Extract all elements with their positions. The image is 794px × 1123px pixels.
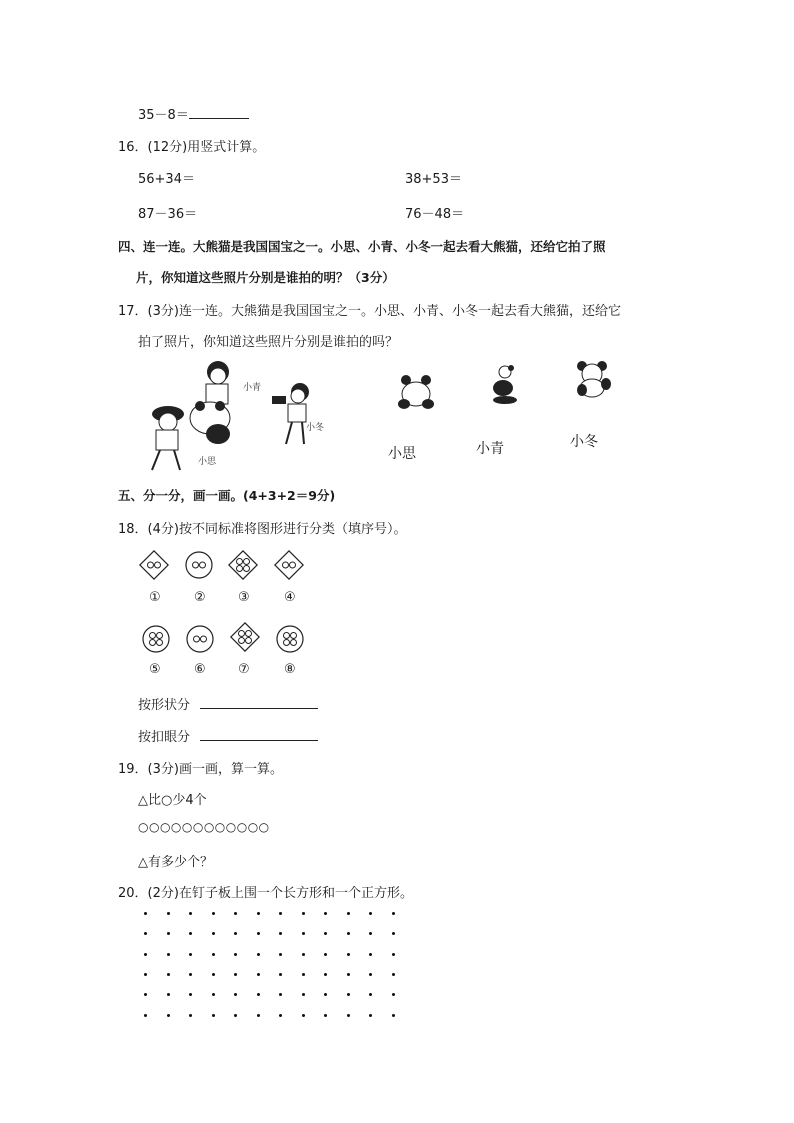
peg-dot[interactable] <box>212 993 215 996</box>
button-label-6: ⑥ <box>194 662 206 677</box>
button-label-8: ⑧ <box>284 662 296 677</box>
answer-blank[interactable] <box>189 106 249 119</box>
peg-dot[interactable] <box>144 932 147 935</box>
peg-dot[interactable] <box>144 993 147 996</box>
peg-dot[interactable] <box>257 932 260 935</box>
q16-item-2: 38+53＝ <box>405 172 462 187</box>
peg-dot[interactable] <box>369 973 372 976</box>
peg-dot[interactable] <box>257 1014 260 1017</box>
peg-dot[interactable] <box>257 953 260 956</box>
tag-xiaoqing: 小青 <box>243 383 262 393</box>
q20-header: 20．(2分)在钉子板上围一个长方形和一个正方形。 <box>118 886 413 901</box>
peg-dot[interactable] <box>392 973 395 976</box>
peg-dot[interactable] <box>167 1014 170 1017</box>
button-label-7: ⑦ <box>238 662 250 677</box>
section5-title: 五、分一分，画一画。(4+3+2＝9分) <box>118 488 336 503</box>
peg-dot[interactable] <box>279 973 282 976</box>
peg-dot[interactable] <box>167 973 170 976</box>
peg-dot[interactable] <box>392 932 395 935</box>
section4-line2: 片，你知道这些照片分别是谁拍的明？（3分） <box>136 270 395 285</box>
peg-dot[interactable] <box>324 973 327 976</box>
button-shape-2 <box>183 549 215 581</box>
peg-dot[interactable] <box>302 912 305 915</box>
button-label-5: ⑤ <box>149 662 161 677</box>
peg-dot[interactable] <box>302 1014 305 1017</box>
peg-dot[interactable] <box>347 973 350 976</box>
peg-dot[interactable] <box>369 993 372 996</box>
button-label-2: ② <box>194 590 206 605</box>
peg-dot[interactable] <box>324 1014 327 1017</box>
name-xiaosi[interactable]: 小思 <box>388 446 416 462</box>
peg-dot[interactable] <box>234 973 237 976</box>
q16-item-1: 56+34＝ <box>138 172 195 187</box>
panda-photo-1[interactable] <box>394 372 438 412</box>
peg-dot[interactable] <box>144 973 147 976</box>
peg-dot[interactable] <box>369 912 372 915</box>
peg-dot[interactable] <box>144 1014 147 1017</box>
peg-dot[interactable] <box>324 912 327 915</box>
classify-by-holes: 按扣眼分 <box>138 726 318 745</box>
peg-dot[interactable] <box>347 1014 350 1017</box>
peg-dot[interactable] <box>234 932 237 935</box>
pegboard[interactable] <box>144 912 404 1024</box>
peg-dot[interactable] <box>347 993 350 996</box>
button-label-4: ④ <box>284 590 296 605</box>
peg-dot[interactable] <box>212 1014 215 1017</box>
peg-dot[interactable] <box>189 993 192 996</box>
peg-dot[interactable] <box>167 912 170 915</box>
peg-dot[interactable] <box>234 993 237 996</box>
peg-dot[interactable] <box>144 912 147 915</box>
peg-dot[interactable] <box>189 973 192 976</box>
classify-by-shape: 按形状分 <box>138 694 318 713</box>
peg-dot[interactable] <box>369 953 372 956</box>
peg-dot[interactable] <box>257 912 260 915</box>
button-shape-3 <box>227 549 259 581</box>
peg-dot[interactable] <box>212 973 215 976</box>
q16-header: 16．(12分)用竖式计算。 <box>118 140 266 155</box>
peg-dot[interactable] <box>144 953 147 956</box>
peg-dot[interactable] <box>392 993 395 996</box>
peg-dot[interactable] <box>167 953 170 956</box>
q19-circles: ○○○○○○○○○○○○ <box>138 820 270 834</box>
button-shape-1 <box>138 549 170 581</box>
button-shape-8 <box>274 623 306 655</box>
answer-blank[interactable] <box>200 728 318 741</box>
peg-dot[interactable] <box>324 993 327 996</box>
peg-dot[interactable] <box>302 953 305 956</box>
peg-dot[interactable] <box>279 912 282 915</box>
peg-dot[interactable] <box>392 912 395 915</box>
q18-header: 18．(4分)按不同标准将图形进行分类（填序号）。 <box>118 522 407 537</box>
peg-dot[interactable] <box>347 912 350 915</box>
peg-dot[interactable] <box>234 912 237 915</box>
q16-item-4: 76－48＝ <box>405 207 465 222</box>
peg-dot[interactable] <box>234 953 237 956</box>
peg-dot[interactable] <box>212 953 215 956</box>
peg-dot[interactable] <box>212 932 215 935</box>
button-shape-4 <box>273 549 305 581</box>
button-shape-7 <box>229 621 261 653</box>
button-shape-5 <box>140 623 172 655</box>
peg-dot[interactable] <box>324 932 327 935</box>
peg-dot[interactable] <box>324 953 327 956</box>
q19-line3: △有多少个？ <box>138 855 213 870</box>
q15-expression: 35－8＝ <box>138 104 249 123</box>
peg-dot[interactable] <box>302 932 305 935</box>
peg-dot[interactable] <box>189 912 192 915</box>
peg-dot[interactable] <box>189 1014 192 1017</box>
answer-blank[interactable] <box>200 696 318 709</box>
peg-dot[interactable] <box>369 932 372 935</box>
peg-dot[interactable] <box>167 932 170 935</box>
name-xiaoqing[interactable]: 小青 <box>476 441 504 457</box>
peg-dot[interactable] <box>302 973 305 976</box>
peg-dot[interactable] <box>279 932 282 935</box>
tag-xiaodong: 小冬 <box>306 423 325 433</box>
button-shape-6 <box>184 623 216 655</box>
peg-dot[interactable] <box>279 1014 282 1017</box>
peg-dot[interactable] <box>234 1014 237 1017</box>
peg-dot[interactable] <box>189 932 192 935</box>
button-label-1: ① <box>149 590 161 605</box>
peg-dot[interactable] <box>257 993 260 996</box>
peg-dot[interactable] <box>189 953 192 956</box>
button-label-3: ③ <box>238 590 250 605</box>
peg-dot[interactable] <box>369 1014 372 1017</box>
children-photographing-illustration <box>138 358 348 473</box>
q19-line1: △比○少4个 <box>138 793 207 808</box>
q17-line2: 拍了照片，你知道这些照片分别是谁拍的吗？ <box>138 335 399 350</box>
panda-photo-2[interactable] <box>485 362 525 406</box>
peg-dot[interactable] <box>279 953 282 956</box>
peg-dot[interactable] <box>392 953 395 956</box>
name-xiaodong[interactable]: 小冬 <box>570 434 598 450</box>
peg-dot[interactable] <box>347 932 350 935</box>
peg-dot[interactable] <box>167 993 170 996</box>
peg-dot[interactable] <box>392 1014 395 1017</box>
peg-dot[interactable] <box>279 993 282 996</box>
peg-dot[interactable] <box>257 973 260 976</box>
peg-dot[interactable] <box>212 912 215 915</box>
q19-header: 19．(3分)画一画，算一算。 <box>118 762 283 777</box>
section4-line1: 四、连一连。大熊猫是我国国宝之一。小思、小青、小冬一起去看大熊猫，还给它拍了照 <box>118 239 606 254</box>
q17-line1: 17．(3分)连一连。大熊猫是我国国宝之一。小思、小青、小冬一起去看大熊猫，还给它 <box>118 304 621 319</box>
q16-item-3: 87－36＝ <box>138 207 198 222</box>
tag-xiaosi: 小思 <box>198 457 217 467</box>
panda-photo-3[interactable] <box>572 358 616 400</box>
peg-dot[interactable] <box>347 953 350 956</box>
peg-dot[interactable] <box>302 993 305 996</box>
